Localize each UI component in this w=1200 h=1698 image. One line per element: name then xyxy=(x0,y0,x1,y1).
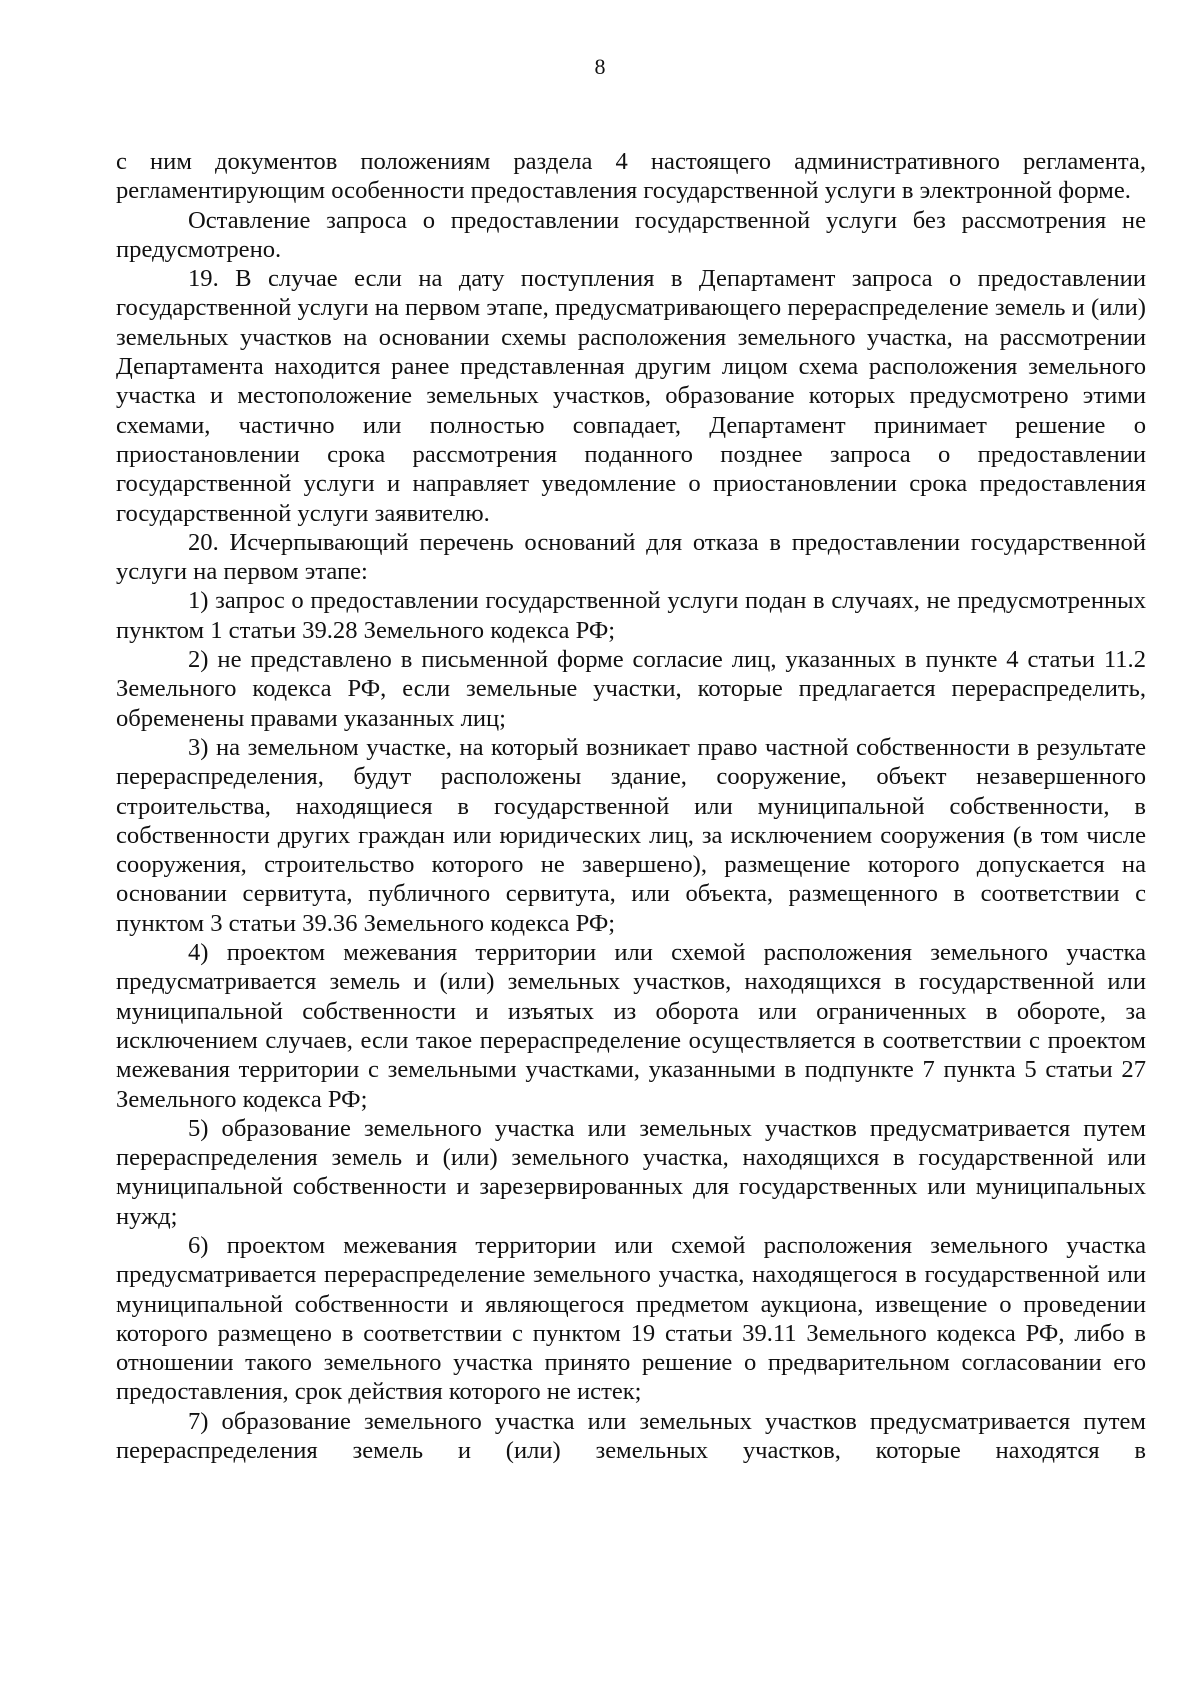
paragraph-item-20: 20. Исчерпывающий перечень оснований для отказа в предоставлении государственной услуги на первом этапе: xyxy=(116,528,1146,586)
page-number: 8 xyxy=(594,54,606,79)
paragraph-no-review: Оставление запроса о предоставлении государственной услуги без рассмотрения не предусмотрено. xyxy=(116,206,1146,263)
list-item-6: 6) проектом межевания территории или схемой расположения земельного участка предусматривается перераспределение земельного участка, находящегося в государственной или муниципальной собственности и являющегося предметом аукциона, извещение о проведении которого размещено в соответствии с пунктом 19 статьи 39.11 Земельного кодекса РФ, либо в отношении такого земельного участка принято решение о предварительном согласовании его предоставления, срок действия которого не истек; xyxy=(116,1231,1146,1406)
list-item-1: 1) запрос о предоставлении государственной услуги подан в случаях, не предусмотренных пунктом 1 статьи 39.28 Земельного кодекса РФ; xyxy=(116,587,1146,644)
document-body xyxy=(116,147,1146,1465)
list-item-4: 4) проектом межевания территории или схемой расположения земельного участка предусматривается земель и (или) земельных участков, находящихся в государственной или муниципальной собственности и изъятых из оборота или ограниченных в обороте, за исключением случаев, если такое перераспределение осуществляется в соответствии с проектом межевания территории с земельными участками, указанными в подпункте 7 пункта 5 статьи 27 Земельного кодекса РФ; xyxy=(116,939,1146,1113)
list-item-7: 7) образование земельного участка или земельных участков предусматривается путем перераспределения земель и (или) земельных участков, которые находятся в xyxy=(116,1407,1146,1465)
list-item-2: 2) не представлено в письменной форме согласие лиц, указанных в пункте 4 статьи 11.2 Земельного кодекса РФ, если земельные участки, которые предлагается перераспределить, обременены правами указанных лиц; xyxy=(116,646,1146,732)
list-item-3: 3) на земельном участке, на который возникает право частной собственности в результате перераспределения, будут расположены здание, сооружение, объект незавершенного строительства, находящиеся в государственной или муниципальной собственности, в собственности других граждан или юридических лиц, за исключением сооружения (в том числе сооружения, строительство которого не завершено), размещение которого допускается на основании сервитута, публичного сервитута, или объекта, размещенного в соответствии с пунктом 3 статьи 39.36 Земельного кодекса РФ; xyxy=(116,733,1146,937)
paragraph-continuation: с ним документов положениям раздела 4 настоящего административного регламента, регламентирующим особенности предоставления государственной услуги в электронной форме. xyxy=(116,148,1146,205)
paragraph-item-19: 19. В случае если на дату поступления в Департамент запроса о предоставлении государственной услуги на первом этапе, предусматривающего перераспределение земель и (или) земельных участков на основании схемы расположения земельного участка, на рассмотрении Департамента находится ранее представленная другим лицом схема расположения земельного участка и местоположение земельных участков, образование которых предусмотрено этими схемами, частично или полностью совпадает, Департамент принимает решение о приостановлении срока рассмотрения поданного позднее запроса о предоставлении государственной услуги и направляет уведомление о приостановлении срока предоставления государственной услуги заявителю. xyxy=(116,265,1146,527)
list-item-5: 5) образование земельного участка или земельных участков предусматривается путем перераспределения земель и (или) земельного участка, находящихся в государственной или муниципальной собственности и зарезервированных для государственных или муниципальных нужд; xyxy=(116,1114,1146,1230)
